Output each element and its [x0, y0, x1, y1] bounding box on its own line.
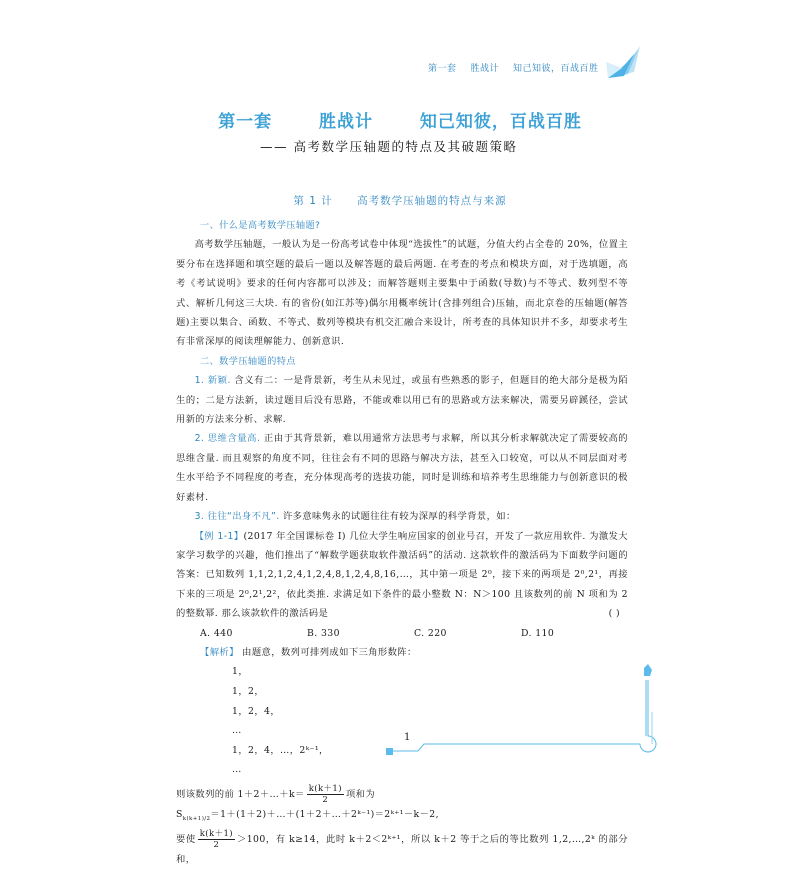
math-text: 要使 — [176, 834, 196, 846]
triangle-row: 1，2， — [232, 685, 265, 697]
math-text: 项和为 — [345, 788, 376, 800]
fraction-numerator: k(k＋1) — [199, 829, 233, 840]
section-name: 高考数学压轴题的特点与来源 — [357, 195, 507, 207]
feature-text: 许多意味隽永的试题往往有较为深厚的科学背景，如： — [282, 511, 516, 523]
math-symbol: S — [176, 808, 183, 820]
chapter-title-motto: 知己知彼，百战百胜 — [419, 112, 582, 132]
running-header-set: 第一套 — [428, 64, 457, 74]
solution-line-2 — [176, 805, 628, 829]
feature-text: 正由于其背景新，难以用通常方法思考与求解，所以其分析求解就决定了需要较高的思维含量. 而且观察的角度不同，往往会有不同的思路与解决方法，甚至入口较宽，可以从不同层面对考生水平给予不同程度的考查，充分体现高考的选拔功能，同时是训练和培养考生思维能力与创新意识的极好素材. — [176, 433, 628, 503]
page-number: 1 — [404, 732, 411, 743]
fraction-numerator: k(k＋1) — [308, 783, 342, 794]
chapter-subtitle: —— 高考数学压轴题的特点及其破题策略 — [260, 139, 518, 154]
math-text: ＝1＋(1＋2)＋…＋(1＋2＋…＋2ᵏ⁻¹)＝2ᵏ⁺¹－k－2, — [210, 808, 439, 820]
math-text: 则该数列的前 1＋2＋…＋k＝ — [176, 788, 305, 800]
feature-label: 3. 往往“出身不凡”. — [194, 511, 280, 523]
feature-text: 含义有二：一是背景新，考生从未见过，或虽有些熟悉的影子，但题目的绝大部分是极为陌生的；二是方法新，读过题目后没有思路，不能或难以用已有的思路或方法来解决，需要另辟蹊径，尝试用新的方法来分析、求解. — [176, 375, 629, 426]
solution-intro-text: 由题意，数列可排列成如下三角形数阵： — [242, 646, 417, 658]
chapter-title-set: 第一套 — [218, 112, 273, 132]
example-label: 【例 1-1】 — [194, 530, 244, 542]
triangle-row: … — [232, 725, 242, 737]
triangle-row: 1，2，4，…，2ᵏ⁻¹， — [232, 744, 329, 756]
triangle-row: 1，2，4， — [232, 705, 281, 717]
running-header-strategy: 胜战计 — [470, 64, 500, 74]
part2-heading: 二、数学压轴题的特点 — [200, 355, 296, 367]
fraction-denominator: 2 — [213, 840, 220, 851]
option-c: C. 220 — [414, 627, 447, 639]
solution-label: 【解析】 — [200, 646, 239, 658]
solution-line-3 — [176, 829, 628, 869]
part1-heading: 一、什么是高考数学压轴题? — [200, 220, 321, 231]
option-a: A. 440 — [200, 627, 233, 639]
option-d: D. 110 — [521, 627, 555, 639]
chapter-title-strategy: 胜战计 — [319, 112, 373, 132]
running-header-motto: 知己知彼，百战百胜 — [513, 64, 599, 74]
option-b: B. 330 — [307, 627, 340, 639]
math-text: ＞100，有 k≥14，此时 k＋2＜2ᵏ⁺¹，所以 k＋2 等于之后的等比数列 1,2,…,2ᵏ 的部分和， — [176, 834, 628, 866]
part1-paragraph: 高考数学压轴题，一般认为是一份高考试卷中体现“选拔性”的试题，分值大约占全卷的 20%，位置主要分布在选择题和填空题的最后一题以及解答题的最后两题. 在考查的考点和模块方面，对于选填题，高考《考试说明》要求的任何内容都可以涉及；而解答题则主要集中于函数(导数)与不等式、数列型不等式、解析几何这三大块. 有的省份(如江苏等)偶尔用概率统计(含排列组合)压轴，而北京卷的压轴题(解答题)主要以集合、函数、不等式、数列等模块有机交汇融合来设计，所考查的具体知识并不多，却要求考生有非常深厚的阅读理解能力、创新意识. — [176, 239, 628, 348]
example-source: (2017 年全国课标卷 Ⅰ) — [243, 530, 346, 542]
answer-blank: ( ) — [608, 608, 620, 620]
footer-square-icon — [386, 748, 393, 755]
triangle-row: 1， — [232, 666, 249, 678]
section-number: 第 1 计 — [293, 195, 333, 207]
feature-label: 1. 新颖. — [194, 375, 231, 387]
math-subscript: k(k+1)/2 — [182, 815, 211, 822]
triangle-row: … — [232, 764, 242, 776]
feature-label: 2. 思维含量高. — [194, 433, 261, 445]
fraction-denominator: 2 — [322, 794, 329, 805]
fraction — [198, 829, 235, 850]
example-text: 几位大学生响应国家的创业号召，开发了一款应用软件. 为激发大家学习数学的兴趣，他们推出了“解数学题获取软件激活码”的活动. 这款软件的激活码为下面数学问题的答案：已知数列 1,1,2,1,2,4,1,2,4,8,1,2,4,8,16,…，其中第一项是 2⁰，接下来的两项是 2⁰,2¹，再接下来的三项是 2⁰,2¹,2²，依此类推. 求满足如下条件的最小整数 N：N＞100 且该数列的前 N 项和为 2 的整数幂. 那么该款软件的激活码是 — [176, 530, 628, 620]
